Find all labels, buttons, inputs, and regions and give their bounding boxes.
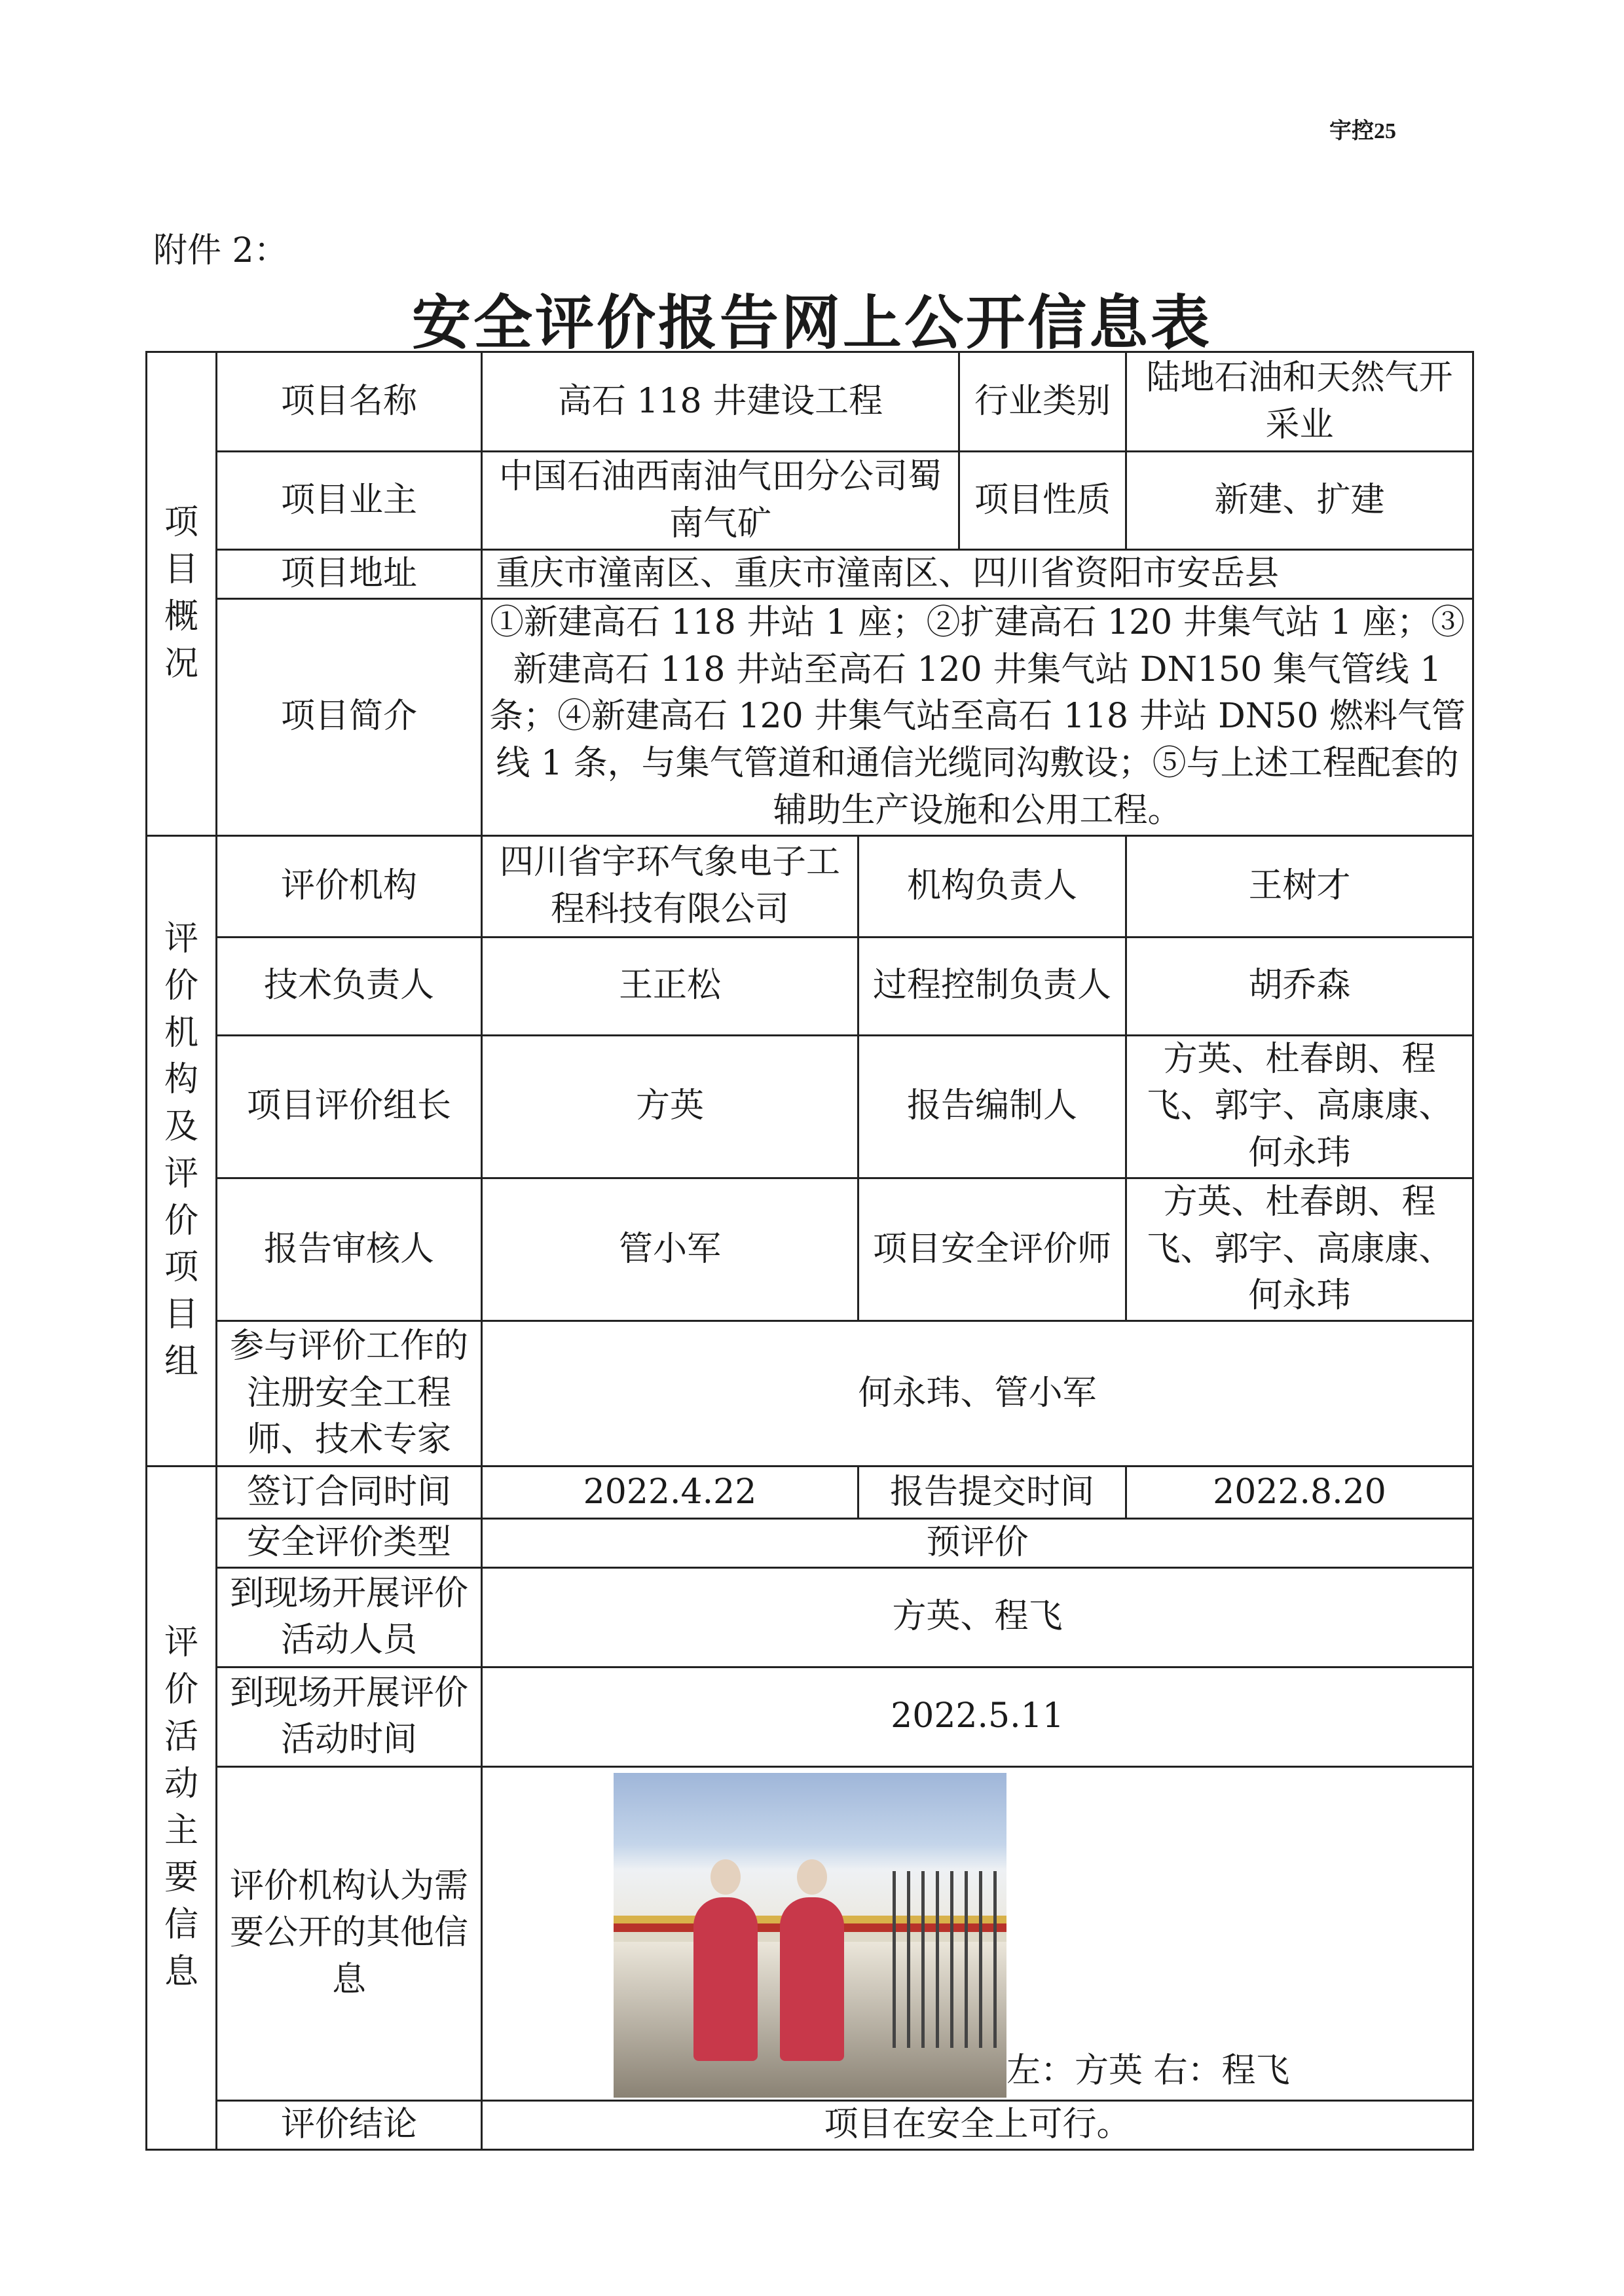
site-photo <box>614 1773 1006 2098</box>
section-overview: 项目概况 <box>147 352 217 836</box>
staff: 方英、程飞 <box>482 1567 1473 1667</box>
reviewer: 管小军 <box>482 1178 858 1321</box>
person-right-head <box>797 1859 827 1895</box>
person-left-head <box>710 1859 741 1895</box>
address-label: 项目地址 <box>217 550 482 599</box>
engineers-label: 参与评价工作的注册安全工程师、技术专家 <box>217 1321 482 1467</box>
page-title: 安全评价报告网上公开信息表 <box>412 288 1212 357</box>
engineers: 何永玮、管小军 <box>482 1321 1473 1467</box>
head: 王树才 <box>1126 835 1473 937</box>
submit-label: 报告提交时间 <box>858 1467 1126 1519</box>
org: 四川省宇环气象电子工程科技有限公司 <box>482 835 858 937</box>
writer-label: 报告编制人 <box>858 1035 1126 1178</box>
other-label: 评价机构认为需要公开的其他信息 <box>217 1766 482 2100</box>
info-table <box>145 351 1474 2151</box>
owner-label: 项目业主 <box>217 452 482 550</box>
reviewer-label: 报告审核人 <box>217 1178 482 1321</box>
project-name: 高石 118 井建设工程 <box>482 352 959 452</box>
leader-label: 项目评价组长 <box>217 1035 482 1178</box>
contract-label: 签订合同时间 <box>217 1467 482 1519</box>
leader: 方英 <box>482 1035 858 1178</box>
submit-date: 2022.8.20 <box>1126 1467 1473 1519</box>
industry: 陆地石油和天然气开采业 <box>1126 352 1473 452</box>
assessor-label: 项目安全评价师 <box>858 1178 1126 1321</box>
attachment-label: 附件 2： <box>153 231 288 270</box>
project-name-label: 项目名称 <box>217 352 482 452</box>
owner: 中国石油西南油气田分公司蜀南气矿 <box>482 452 959 550</box>
intro-label: 项目简介 <box>217 598 482 835</box>
head-label: 机构负责人 <box>858 835 1126 937</box>
nature: 新建、扩建 <box>1126 452 1473 550</box>
assessors: 方英、杜春朗、程飞、郭宇、高康康、何永玮 <box>1126 1178 1473 1321</box>
conclusion: 项目在安全上可行。 <box>482 2100 1473 2149</box>
activity-time: 2022.5.11 <box>482 1667 1473 1766</box>
org-label: 评价机构 <box>217 835 482 937</box>
type-label: 安全评价类型 <box>217 1519 482 1568</box>
section-activity: 评价活动主要信息 <box>147 1467 217 2150</box>
process: 胡乔森 <box>1126 937 1473 1035</box>
person-right <box>780 1897 844 2061</box>
tech: 王正松 <box>482 937 858 1035</box>
time-label: 到现场开展评价活动时间 <box>217 1667 482 1766</box>
site-gate <box>893 1871 1006 2048</box>
nature-label: 项目性质 <box>959 452 1126 550</box>
staff-label: 到现场开展评价活动人员 <box>217 1567 482 1667</box>
intro: ①新建高石 118 井站 1 座；②扩建高石 120 井集气站 1 座；③新建高石 118 井站至高石 120 井集气站 DN150 集气管线 1 条；④新建高石 120 井集气站至高石 118 井站 DN50 燃料气管线 1 条，与集气管道和通信光缆同沟敷设；⑤与上述工程配套的辅助生产设施和公用工程。 <box>482 598 1473 835</box>
conclusion-label: 评价结论 <box>217 2100 482 2149</box>
page-code: 宇控25 <box>1329 119 1396 143</box>
process-label: 过程控制负责人 <box>858 937 1126 1035</box>
other-info <box>482 1766 1473 2100</box>
writers: 方英、杜春朗、程飞、郭宇、高康康、何永玮 <box>1126 1035 1473 1178</box>
eval-type: 预评价 <box>482 1519 1473 1568</box>
contract-date: 2022.4.22 <box>482 1467 858 1519</box>
section-organization: 评价机构及评价项目组 <box>147 835 217 1467</box>
photo-caption: 左：方英 右：程飞 <box>1006 2050 1290 2090</box>
address: 重庆市潼南区、重庆市潼南区、四川省资阳市安岳县 <box>482 550 1473 599</box>
industry-label: 行业类别 <box>959 352 1126 452</box>
tech-label: 技术负责人 <box>217 937 482 1035</box>
person-left <box>693 1897 758 2061</box>
